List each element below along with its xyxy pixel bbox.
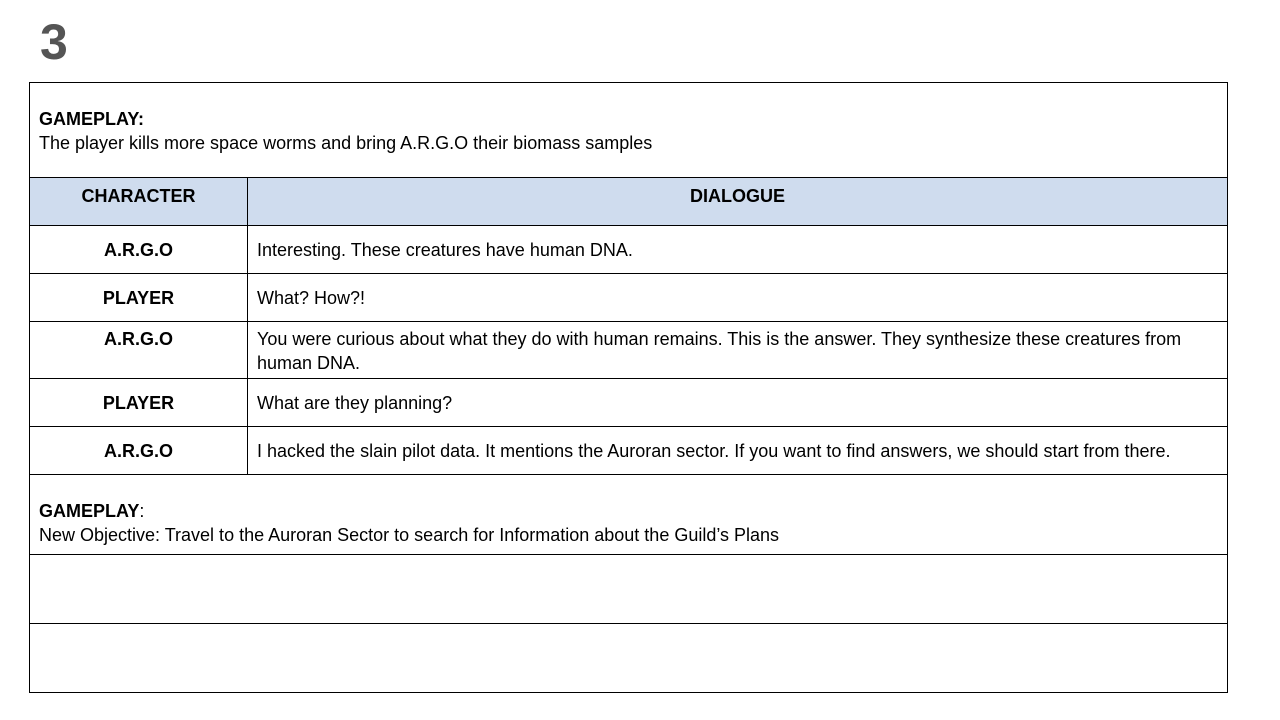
character-name: A.R.G.O <box>30 322 248 379</box>
dialogue-line: What? How?! <box>248 274 1228 322</box>
dialogue-row <box>30 427 1228 475</box>
gameplay-row-top <box>30 83 1228 178</box>
gameplay-label-bottom-text: GAMEPLAY <box>39 501 140 521</box>
empty-row <box>30 555 1228 624</box>
dialogue-row <box>30 379 1228 427</box>
empty-cell <box>30 555 1228 624</box>
gameplay-cell-top <box>30 83 1228 178</box>
dialogue-column-header: DIALOGUE <box>248 178 1228 226</box>
character-name: PLAYER <box>30 274 248 322</box>
gameplay-label-bottom-colon: : <box>139 501 145 521</box>
character-name: A.R.G.O <box>30 427 248 475</box>
dialogue-line: I hacked the slain pilot data. It mentions the Auroran sector. If you want to find answers, we should start from there. <box>248 427 1228 475</box>
gameplay-text-top: The player kills more space worms and bring A.R.G.O their biomass samples <box>39 133 653 153</box>
gameplay-row-bottom <box>30 475 1228 555</box>
dialogue-line: What are they planning? <box>248 379 1228 427</box>
page-number: 3 <box>40 14 68 70</box>
gameplay-label-bottom <box>39 499 1218 523</box>
character-name: PLAYER <box>30 379 248 427</box>
gameplay-text-bottom: New Objective: Travel to the Auroran Sector to search for Information about the Guild’s Plans <box>39 525 780 545</box>
dialogue-row <box>30 274 1228 322</box>
character-column-header: CHARACTER <box>30 178 248 226</box>
table-header-row <box>30 178 1228 226</box>
gameplay-label-top: GAMEPLAY: <box>39 109 145 129</box>
character-name: A.R.G.O <box>30 226 248 274</box>
dialogue-script-table <box>29 82 1228 693</box>
gameplay-cell-bottom <box>30 475 1228 555</box>
empty-cell <box>30 624 1228 693</box>
dialogue-line: You were curious about what they do with human remains. This is the answer. They synthesize these creatures from human DNA. <box>248 322 1228 379</box>
empty-row <box>30 624 1228 693</box>
dialogue-line: Interesting. These creatures have human DNA. <box>248 226 1228 274</box>
dialogue-row <box>30 322 1228 379</box>
dialogue-row <box>30 226 1228 274</box>
